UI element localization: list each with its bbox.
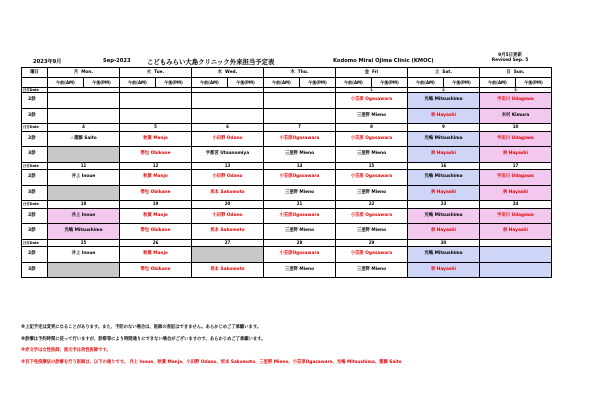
pm-header: 午後(PM) (372, 78, 408, 88)
doctor-cell: 小笠原Ogasawara (264, 247, 336, 263)
weekday-jp: 木 (290, 69, 295, 75)
doctor-cell: 秋葉 Manjo (120, 170, 192, 186)
slot2-label: 2診 (22, 93, 48, 109)
doctor-cell: 三里野 Mieno (264, 224, 336, 240)
date-cell: 24 (480, 201, 552, 209)
date-cell: 12 (120, 162, 192, 170)
doctor-cell (120, 93, 192, 109)
date-row (22, 239, 552, 247)
ampm-corner (22, 78, 48, 88)
doctor-cell (192, 93, 264, 109)
doctor-cell: 坂本 Sakamoto (192, 262, 264, 278)
weekday-label: 曜日 (22, 68, 48, 78)
date-cell: 13 (192, 162, 264, 170)
doctor-cell (48, 93, 120, 109)
doctor-cell: 宇都宮 Utsunomiya (192, 147, 264, 163)
pm-header: 午後(PM) (444, 78, 480, 88)
slot2-row (22, 131, 552, 147)
date-cell: 19 (120, 201, 192, 209)
doctor-cell: 井上 Inoue (48, 208, 120, 224)
slot2-row (22, 93, 552, 109)
doctor-cell: 光嶋 Mitsushima (408, 131, 480, 147)
slot3-row (22, 185, 552, 201)
date-row (22, 124, 552, 132)
date-cell: 3 (480, 88, 552, 93)
doctor-cell: 三里野 Mieno (336, 147, 408, 163)
doctor-cell: 三里野 Mieno (264, 185, 336, 201)
doctor-cell (480, 262, 552, 278)
date-cell: 27 (192, 239, 264, 247)
doctor-cell: 秋葉 Manjo (120, 247, 192, 263)
slot3-label: 3診 (22, 262, 48, 278)
note-line: ※診療は予約時間に従って行いますが、診察等により時間通りにできない場合がございますので、あらかじめご了承願います。 (21, 336, 266, 342)
updated-jp: 9月5日更新 (498, 53, 522, 58)
doctor-cell: 小田野 Odano (192, 131, 264, 147)
date-cell: 5 (120, 124, 192, 132)
doctor-cell: 小笠原 Ogasawara (336, 170, 408, 186)
doctor-cell: 林 Hayashi (408, 185, 480, 201)
weekday-header-thu (264, 68, 336, 78)
date-cell: 1 (336, 88, 408, 93)
doctor-cell: 光嶋 Mitsushima (48, 224, 120, 240)
weekday-en: Sun. (513, 69, 525, 75)
slot2-row (22, 170, 552, 186)
note-line: ※赤文字は女性医師、黒文字は男性医師です。 (21, 348, 111, 354)
doctor-cell: 三里野 Mieno (336, 262, 408, 278)
note-line: ※百下免疫療法の診療を行う医師は、以下の通りです。 井上 Inoue、秋葉 Manjo、小田野 Odano、坂本 Sakamoto、三里野 Mieno、小笠原Ogasawara、光嶋 Mitsushima、齋藤 Saito (21, 359, 402, 365)
doctor-cell: 帯包 Obikane (120, 262, 192, 278)
date-label: 日付Date (22, 162, 48, 170)
doctor-cell (264, 108, 336, 124)
date-cell: 16 (408, 162, 480, 170)
doctor-cell: 小笠原 Ogasawara (336, 208, 408, 224)
page-title: こどもみらい大島クリニック外来担当予定表 (147, 58, 275, 66)
date-row (22, 162, 552, 170)
date-cell: 4 (48, 124, 120, 132)
weekday-header-wed (192, 68, 264, 78)
slot2-label: 2診 (22, 170, 48, 186)
doctor-cell: 光嶋 Mitsushima (408, 247, 480, 263)
doctor-cell: 林 Hayashi (408, 147, 480, 163)
slot2-label: 2診 (22, 131, 48, 147)
doctor-cell (48, 108, 120, 124)
slot3-label: 3診 (22, 185, 48, 201)
doctor-cell (48, 262, 120, 278)
doctor-cell: 林 Hayashi (408, 108, 480, 124)
date-cell: 10 (480, 124, 552, 132)
doctor-cell: 坂本 Sakamoto (192, 224, 264, 240)
doctor-cell: 秋葉 Manjo (120, 131, 192, 147)
doctor-cell: 三里野 Mieno (336, 224, 408, 240)
slot3-row (22, 147, 552, 163)
weekday-jp: 土 (435, 69, 440, 75)
doctor-cell: 井上 Inoue (48, 247, 120, 263)
date-cell: 6 (192, 124, 264, 132)
weekday-en: Wed. (225, 69, 238, 75)
slot2-row (22, 208, 552, 224)
am-header: 午前(AM) (264, 78, 300, 88)
slot2-label: 2診 (22, 208, 48, 224)
date-cell: 9 (408, 124, 480, 132)
doctor-cell: 宇田川 Udagawa (480, 131, 552, 147)
weekday-header-mon (48, 68, 120, 78)
date-cell: 29 (336, 239, 408, 247)
doctor-cell: 宇田川 Udagawa (480, 208, 552, 224)
weekday-en: Sat. (442, 69, 452, 75)
weekday-jp: 火 (146, 69, 152, 75)
doctor-cell: 三里野 Mieno (336, 185, 408, 201)
note-line: ※上記予定は変更になることがあります。また、予防のない場合は、医師の表記はできません。あらかじめご了承願います。 (21, 325, 262, 330)
pm-header: 午後(PM) (156, 78, 192, 88)
date-label: 日付Date (22, 239, 48, 247)
doctor-cell: 帯包 Obikane (120, 185, 192, 201)
weekday-jp: 日 (506, 69, 511, 75)
doctor-cell: 秋葉 Manjo (120, 208, 192, 224)
am-header: 午前(AM) (120, 78, 156, 88)
doctor-cell: 小田野 Odano (192, 208, 264, 224)
year-month: 2023年9月 (33, 59, 62, 65)
doctor-cell: ☆齋藤 Saito (48, 131, 120, 147)
date-label: 日付Date (22, 88, 48, 93)
slot3-row (22, 262, 552, 278)
date-cell: 18 (48, 201, 120, 209)
doctor-cell: 小笠原Ogasawara (264, 170, 336, 186)
slot2-label: 2診 (22, 247, 48, 263)
am-header: 午前(AM) (48, 78, 84, 88)
doctor-cell: 林 Hayashi (408, 224, 480, 240)
doctor-cell (192, 108, 264, 124)
weekday-jp: 水 (217, 69, 223, 75)
doctor-cell: 林 Hayashi (408, 262, 480, 278)
pm-header: 午後(PM) (516, 78, 552, 88)
doctor-cell: 坂本 Sakamoto (192, 185, 264, 201)
pm-header: 午後(PM) (300, 78, 336, 88)
doctor-cell (192, 247, 264, 263)
date-label: 日付Date (22, 124, 48, 132)
date-cell: 7 (264, 124, 336, 132)
slot3-label: 3診 (22, 108, 48, 124)
weekday-header-row (22, 68, 552, 78)
doctor-cell: 小笠原 Ogasawara (336, 131, 408, 147)
doctor-cell (48, 185, 120, 201)
date-cell (480, 239, 552, 247)
date-cell: 14 (264, 162, 336, 170)
date-cell: 15 (336, 162, 408, 170)
doctor-cell: 林 Hayashi (480, 224, 552, 240)
slot3-label: 3診 (22, 224, 48, 240)
weekday-en: Mon. (81, 69, 94, 75)
doctor-cell: 小田野 Odano (192, 170, 264, 186)
weekday-header-tue (120, 68, 192, 78)
slot3-row (22, 108, 552, 124)
am-header: 午前(AM) (336, 78, 372, 88)
notes-section (21, 322, 581, 368)
clinic-name-en: Kodomo Mirai Ojima Clinic (KMOC) (333, 58, 434, 64)
month-en: Sep-2023 (103, 58, 131, 64)
schedule-table (21, 67, 552, 278)
weekday-en: Thu. (297, 69, 309, 75)
doctor-cell (264, 93, 336, 109)
doctor-cell: 小笠原Ogasawara (264, 208, 336, 224)
doctor-cell: 光嶋 Mitsushima (408, 208, 480, 224)
am-header: 午前(AM) (408, 78, 444, 88)
weekday-en: Fri (372, 69, 379, 75)
doctor-cell: 小笠原 Ogasawara (336, 93, 408, 109)
slot2-row (22, 247, 552, 263)
doctor-cell: 小笠原Ogasawara (264, 131, 336, 147)
date-cell: 23 (408, 201, 480, 209)
doctor-cell: 帯包 Obikane (120, 147, 192, 163)
doctor-cell: 宇田川 Udagawa (480, 170, 552, 186)
doctor-cell: 三里野 Mieno (264, 147, 336, 163)
doctor-cell: 井上 Inoue (48, 170, 120, 186)
updated-en: Revised Sep. 5 (491, 58, 529, 63)
date-cell: 22 (336, 201, 408, 209)
date-row (22, 201, 552, 209)
slot3-row (22, 224, 552, 240)
pm-header: 午後(PM) (228, 78, 264, 88)
doctor-cell: 光嶋 Mitsushima (408, 93, 480, 109)
weekday-header-sun (480, 68, 552, 78)
doctor-cell: 光嶋 Mitsushima (408, 170, 480, 186)
doctor-cell: 林 Hayashi (480, 185, 552, 201)
date-cell: 26 (120, 239, 192, 247)
weekday-jp: 月 (73, 69, 79, 75)
weekday-jp: 金 (364, 69, 370, 75)
weekday-header-fri (336, 68, 408, 78)
date-cell: 30 (408, 239, 480, 247)
doctor-cell: 帯包 Obikane (120, 224, 192, 240)
date-cell: 28 (264, 239, 336, 247)
weekday-en: Tue. (154, 69, 165, 75)
doctor-cell (48, 147, 120, 163)
doctor-cell: 小笠原 Ogasawara (336, 247, 408, 263)
am-header: 午前(AM) (192, 78, 228, 88)
doctor-cell: 三里野 Mieno (264, 262, 336, 278)
date-label: 日付Date (22, 201, 48, 209)
doctor-cell (120, 108, 192, 124)
date-cell: 2 (408, 88, 480, 93)
date-cell: 17 (480, 162, 552, 170)
date-cell: 25 (48, 239, 120, 247)
date-cell: 21 (264, 201, 336, 209)
slot3-label: 3診 (22, 147, 48, 163)
doctor-cell: 木村 Kimura (480, 108, 552, 124)
pm-header: 午後(PM) (84, 78, 120, 88)
weekday-header-sat (408, 68, 480, 78)
date-cell: 8 (336, 124, 408, 132)
date-cell: 11 (48, 162, 120, 170)
date-cell: 20 (192, 201, 264, 209)
ampm-header-row (22, 78, 552, 88)
doctor-cell: 三里野 Mieno (336, 108, 408, 124)
doctor-cell (480, 247, 552, 263)
doctor-cell: 林 Hayashi (480, 147, 552, 163)
doctor-cell: 宇田川 Udagawa (480, 93, 552, 109)
am-header: 午前(AM) (480, 78, 516, 88)
